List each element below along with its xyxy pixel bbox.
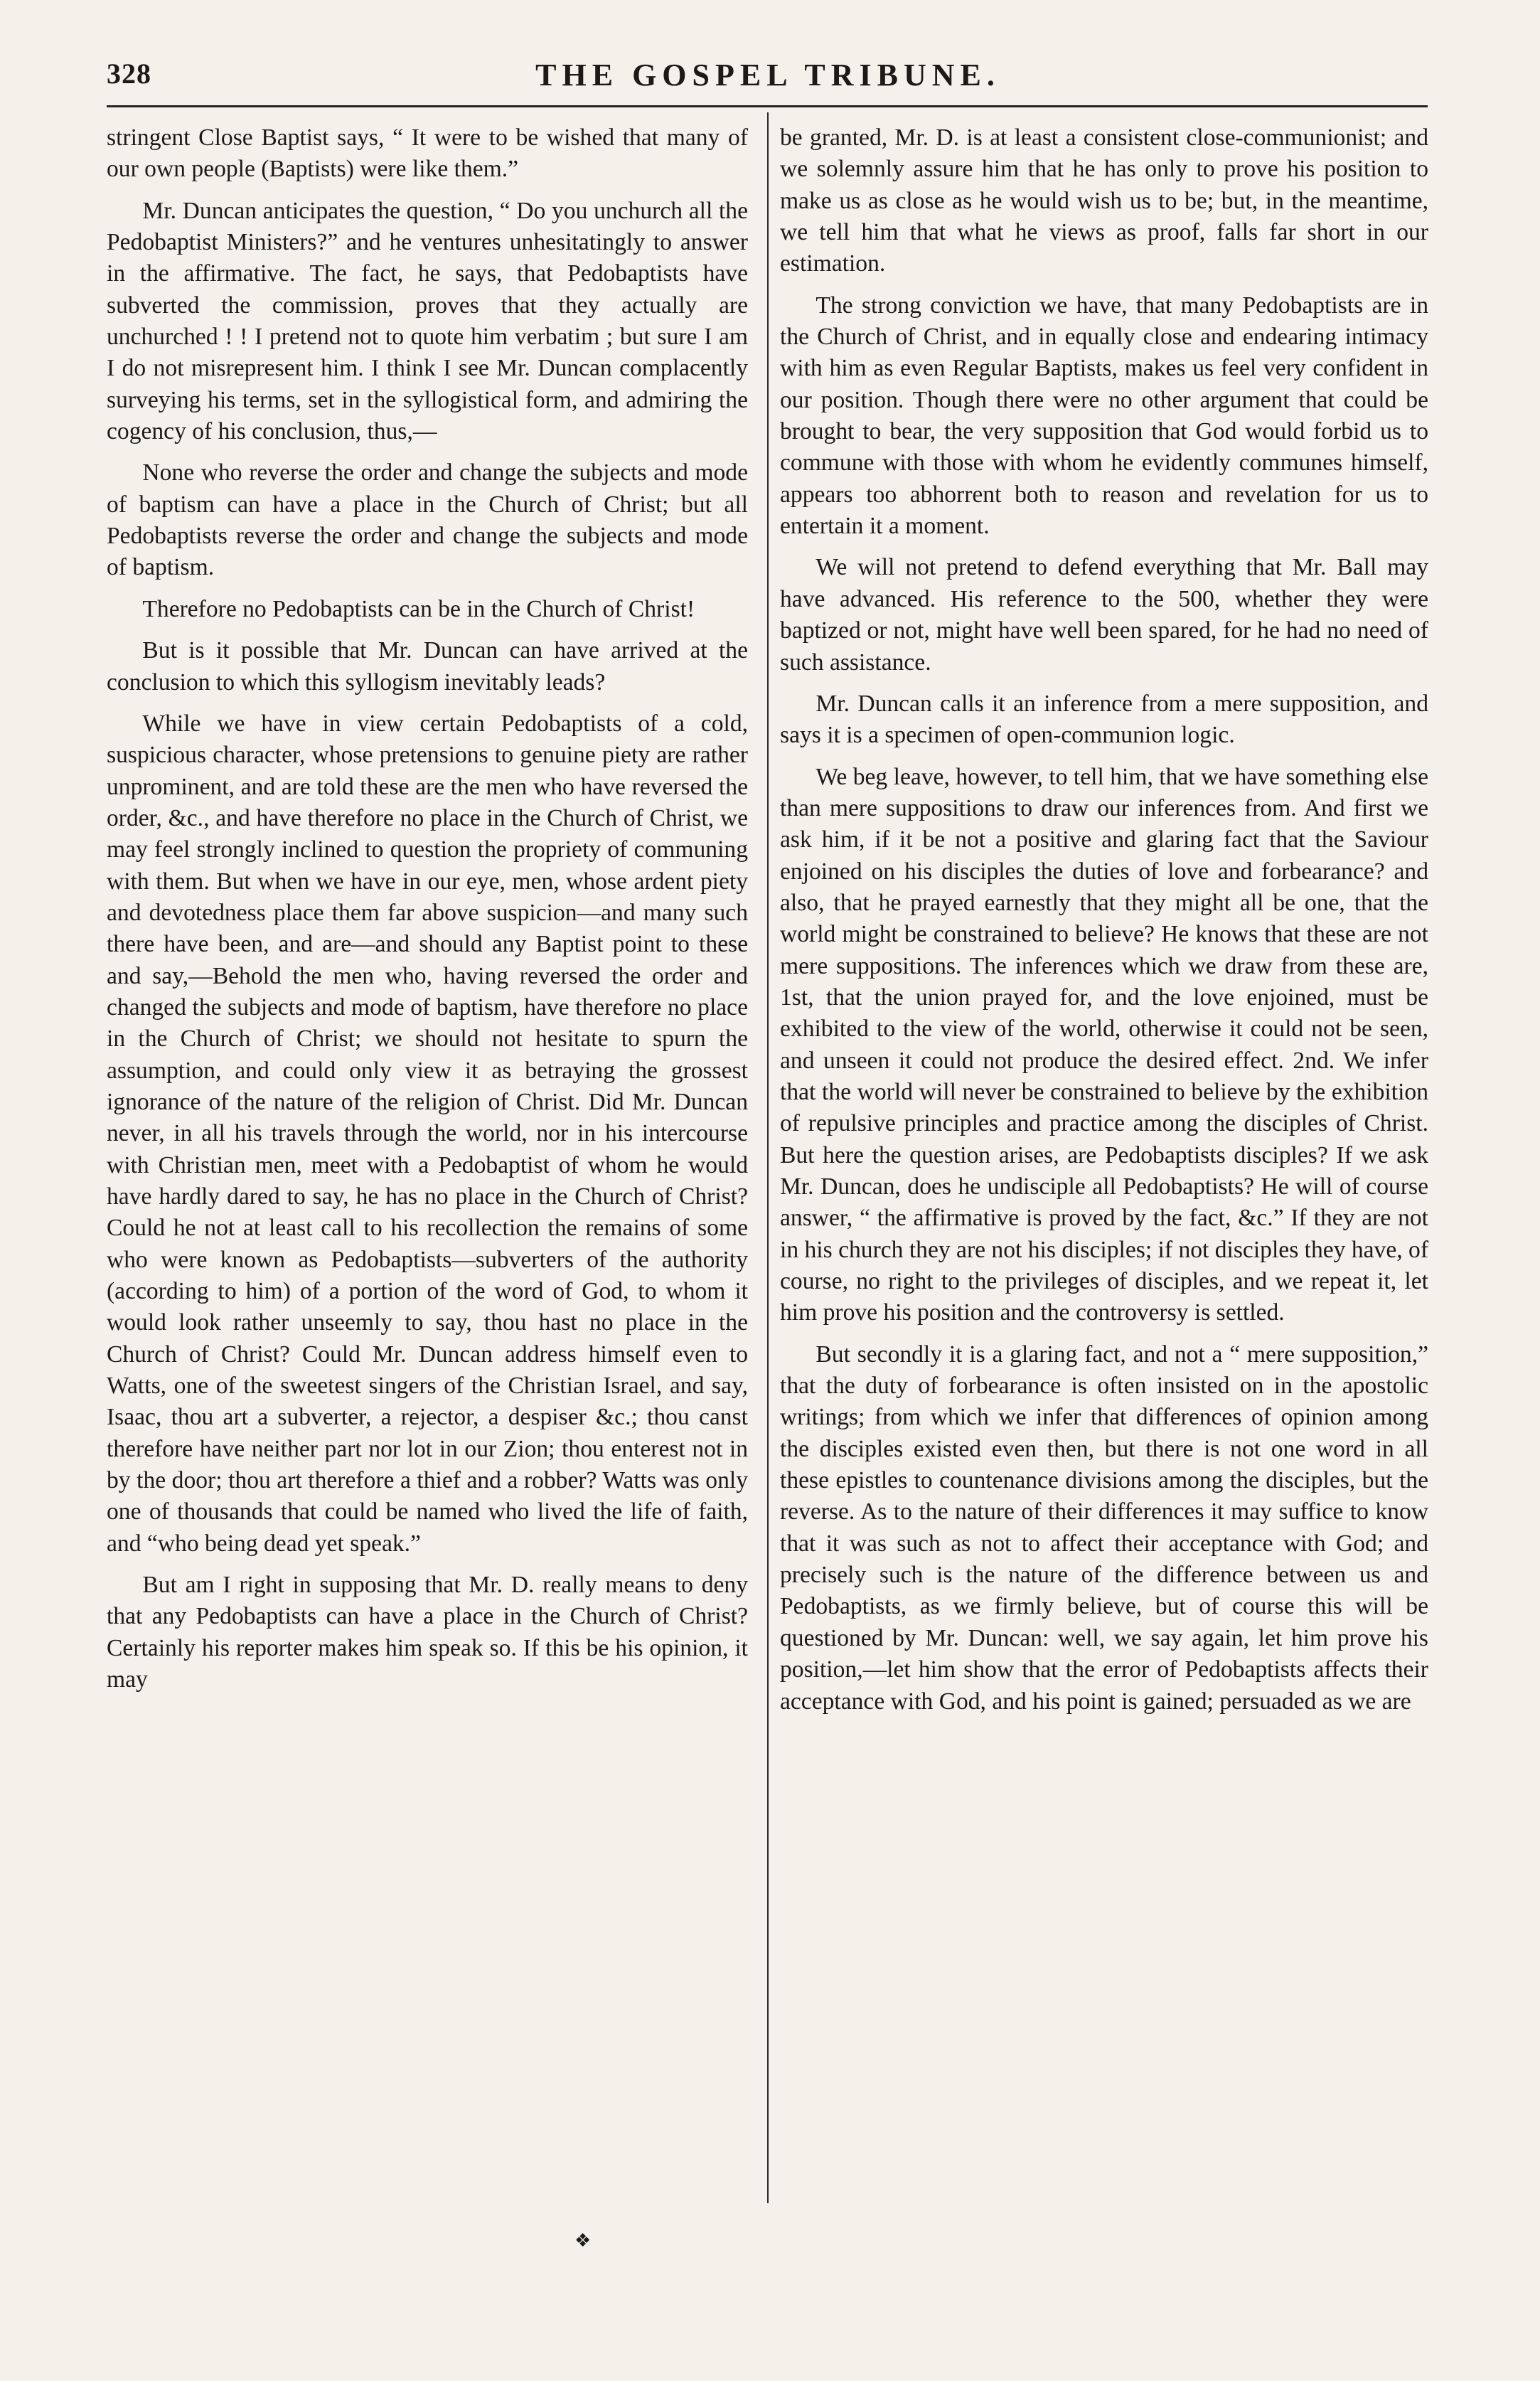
header-rule xyxy=(107,105,1428,107)
paragraph: Mr. Duncan anticipates the question, “ Do you unchurch all the Pedobaptist Ministers?” and he ventures unhesitatingly to answer in the affirmative. The fact, he says, that Pedobaptists have subverted the commission, proves that they actually are unchurched ! ! I pretend not to quote him verbatim ; but sure I am I do not misrepresent him. I think I see Mr. Duncan complacently surveying his terms, set in the syllogistical form, and admiring the cogency of his conclusion, thus,— xyxy=(107,197,748,445)
paragraph: We will not pretend to defend everything that Mr. Ball may have advanced. His reference to the 500, whether they were baptized or not, might have well been spared, for he had no need of such assistance. xyxy=(780,554,1428,676)
page-number: 328 xyxy=(107,58,151,90)
paragraph: But am I right in supposing that Mr. D. really means to deny that any Pedobaptists can have a place in the Church of Christ? Certainly his reporter makes him speak so. If this be his opinion, it may xyxy=(107,1572,748,1693)
paragraph: But is it possible that Mr. Duncan can have arrived at the conclusion to which this syllogism inevitably leads? xyxy=(107,637,748,696)
syllogism-premise: None who reverse the order and change the subjects and mode of baptism can have a place in the Church of Christ; but all Pedobaptists reverse the order and change the subjects and mode of baptism. xyxy=(107,459,748,581)
syllogism-conclusion: Therefore no Pedobaptists can be in the Church of Christ! xyxy=(142,595,695,622)
paragraph: be granted, Mr. D. is at least a consistent close-communionist; and we solemnly assure him that he has only to prove his position to make us as close as he would wish us to be; but, in the meantime, we tell him that what he views as proof, falls far short in our estimation. xyxy=(780,124,1428,277)
left-column xyxy=(107,122,748,1706)
ornament-icon: ❖ xyxy=(574,2230,592,2251)
column-divider xyxy=(767,112,769,2203)
paragraph: stringent Close Baptist says, “ It were to be wished that many of our own people (Baptists) were like them.” xyxy=(107,124,748,183)
running-title: THE GOSPEL TRIBUNE. xyxy=(535,58,1000,92)
paragraph: While we have in view certain Pedobaptists of a cold, suspicious character, whose pretensions to genuine piety are rather unprominent, and are told these are the men who have reversed the order, &c., and have therefore no place in the Church of Christ, we may feel strongly inclined to question the propriety of communing with them. But when we have in our eye, men, whose ardent piety and devotedness place them far above suspicion—and many such there have been, and are—and should any Baptist point to these and say,—Behold the men who, having reversed the order and changed the subjects and mode of baptism, have therefore no place in the Church of Christ; we should not hesitate to spurn the assumption, and could only view it as betraying the grossest ignorance of the nature of the religion of Christ. Did Mr. Duncan never, in all his travels through the world, nor in his intercourse with Christian men, meet with a Pedobaptist of whom he would have hardly dared to say, he has no place in the Church of Christ? Could he not at least call to his recollection the remains of some who were known as Pedobaptists—subverters of the authority (according to him) of a portion of the word of God, to whom it would look rather unseemly to say, thou hast no place in the Church of Christ? Could Mr. Duncan address himself even to Watts, one of the sweetest singers of the Christian Israel, and say, Isaac, thou art a subverter, a rejector, a despiser &c.; thou canst therefore have neither part nor lot in our Zion; thou enterest not in by the door; thou art therefore a thief and a robber? Watts was only one of thousands that could be named who lived the life of faith, and “who being dead yet speak.” xyxy=(107,710,748,1557)
paragraph: We beg leave, however, to tell him, that we have something else than mere suppositions to draw our inferences from. And first we ask him, if it be not a positive and glaring fact that the Saviour enjoined on his disciples the duties of love and forbearance? and also, that he prayed earnestly that they might all be one, that the world might be constrained to believe? He knows that these are not mere suppositions. The inferences which we draw from these are, 1st, that the union prayed for, and the love enjoined, must be exhibited to the view of the world, otherwise it could not be seen, and unseen it could not produce the desired effect. 2nd. We infer that the world will never be constrained to believe by the exhibition of repulsive principles and practice among the disciples of Christ. But here the question arises, are Pedobaptists disciples? If we ask Mr. Duncan, does he undisciple all Pedobaptists? He will of course answer, “ the affirmative is proved by the fact, &c.” If they are not in his church they are not his disciples; if not disciples they have, of course, no right to the privileges of disciples, and we repeat it, let him prove his position and the controversy is settled. xyxy=(780,763,1429,1326)
running-header xyxy=(107,51,1429,108)
right-column xyxy=(780,122,1428,1727)
paragraph: Mr. Duncan calls it an inference from a mere supposition, and says it is a specimen of open-communion logic. xyxy=(780,690,1428,749)
paragraph: The strong conviction we have, that many Pedobaptists are in the Church of Christ, and in equally close and endearing intimacy with him as even Regular Baptists, makes us feel very confident in our position. Though there were no other argument that could be brought to bear, the very supposition that God would forbid us to commune with those with whom he evidently communes himself, appears too abhorrent both to reason and revelation for us to entertain it a moment. xyxy=(780,292,1428,540)
paragraph: But secondly it is a glaring fact, and not a “ mere supposition,” that the duty of forbearance is often insisted on in the apostolic writings; from which we infer that differences of opinion among the disciples existed even then, but there is not one word in all these epistles to countenance divisions among the disciples, but the reverse. As to the nature of their differences it may suffice to know that it was such as not to affect their acceptance with God; and precisely such is the nature of the difference between us and Pedobaptists, as we firmly believe, but of course this will be questioned by Mr. Duncan: well, we say again, let him prove his position,—let him show that the error of Pedobaptists affects their acceptance with God, and his point is gained; persuaded as we are xyxy=(780,1341,1428,1715)
